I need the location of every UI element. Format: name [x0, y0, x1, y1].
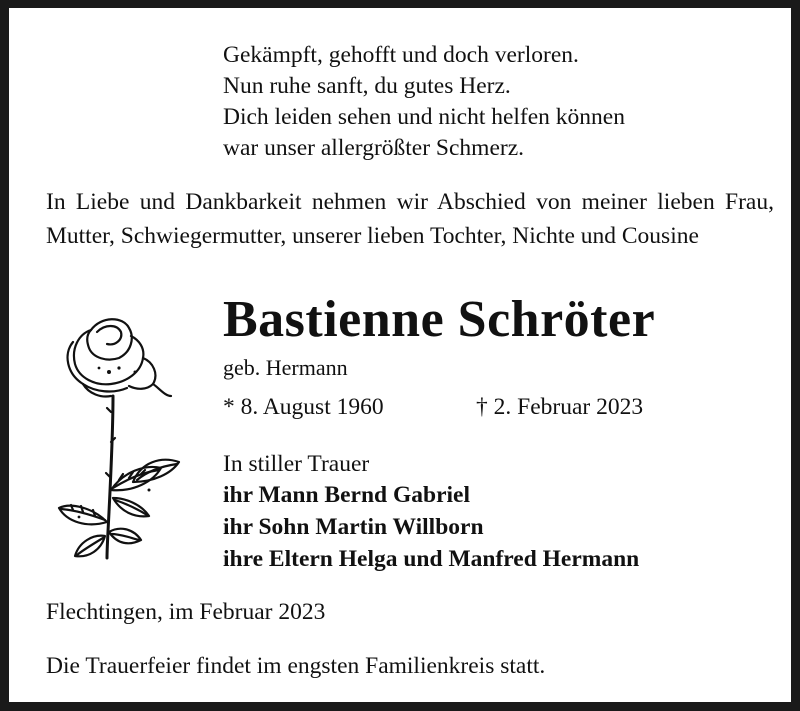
poem-line: Nun ruhe sanft, du gutes Herz.: [223, 73, 511, 99]
deceased-name: Bastienne Schröter: [223, 291, 656, 348]
place-date: Flechtingen, im Februar 2023: [46, 599, 326, 625]
farewell-intro: In Liebe und Dankbarkeit nehmen wir Abschied von meiner lieben Frau, Mutter, Schwiegermutter, unserer lieben Tochter, Nichte und Cousine: [46, 189, 774, 249]
mourning-intro: In stiller Trauer: [223, 451, 370, 477]
poem-line: Dich leiden sehen und nicht helfen können: [223, 104, 625, 130]
birth-date: * 8. August 1960: [223, 394, 384, 420]
mourner-line: ihr Mann Bernd Gabriel: [223, 482, 470, 508]
poem-line: Gekämpft, gehofft und doch verloren.: [223, 42, 579, 68]
poem: [223, 40, 625, 164]
funeral-notice: Die Trauerfeier findet im engsten Familienkreis statt.: [46, 653, 546, 679]
mourner-line: ihre Eltern Helga und Manfred Hermann: [223, 546, 640, 572]
rose-icon: [49, 312, 189, 562]
maiden-name: geb. Hermann: [223, 355, 348, 380]
death-date: † 2. Februar 2023: [476, 394, 644, 420]
mourner-line: ihr Sohn Martin Willborn: [223, 514, 484, 540]
poem-line: war unser allergrößter Schmerz.: [223, 135, 525, 161]
